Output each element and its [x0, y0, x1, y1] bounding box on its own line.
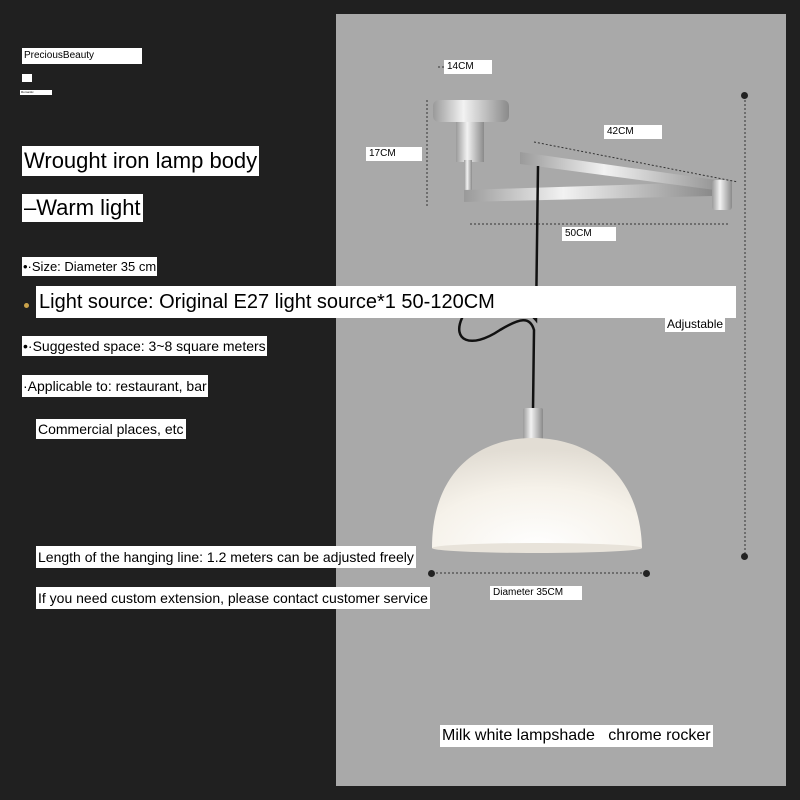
bullet-dot [24, 303, 29, 308]
ceiling-canopy [433, 100, 509, 122]
headline-line2: –Warm light [24, 195, 141, 220]
spec-hanging-line: Length of the hanging line: 1.2 meters can be adjusted freely [36, 546, 416, 568]
lamp-shade [432, 438, 642, 548]
spec-custom: If you need custom extension, please contact customer service [36, 587, 430, 609]
arm-end [712, 180, 732, 210]
shade-rim [432, 543, 642, 553]
dim-top-width: 14CM [444, 60, 492, 74]
brand-tagline: Romantic [20, 90, 52, 95]
spec-space: •·Suggested space: 3~8 square meters [23, 338, 266, 354]
dim-dot-top [741, 92, 748, 99]
swing-arm [464, 182, 712, 202]
spec-light-source: Light source: Original E27 light source*1 50-120CM [36, 286, 736, 318]
dim-base-height: 17CM [366, 147, 422, 161]
dim-arm-length: 42CM [604, 125, 662, 139]
dim-dot-right [643, 570, 650, 577]
dim-dot-bottom [741, 553, 748, 560]
caption: Milk white lampshade chrome rocker [440, 725, 713, 747]
brand-logo-mark [22, 74, 32, 82]
dim-reach: 50CM [562, 227, 616, 241]
mount-column [456, 122, 484, 162]
spec-size: •·Size: Diameter 35 cm [23, 259, 157, 274]
spec-applicable: ·Applicable to: restaurant, bar [22, 375, 208, 397]
dim-dot-left [428, 570, 435, 577]
headline-line1: Wrought iron lamp body [22, 146, 259, 176]
brand-name: PreciousBeauty [22, 48, 142, 64]
dim-adjustable: Adjustable [667, 317, 724, 331]
dim-diameter: Diameter 35CM [490, 586, 582, 600]
arm-vertical [464, 160, 472, 194]
spec-commercial: Commercial places, etc [38, 421, 184, 437]
